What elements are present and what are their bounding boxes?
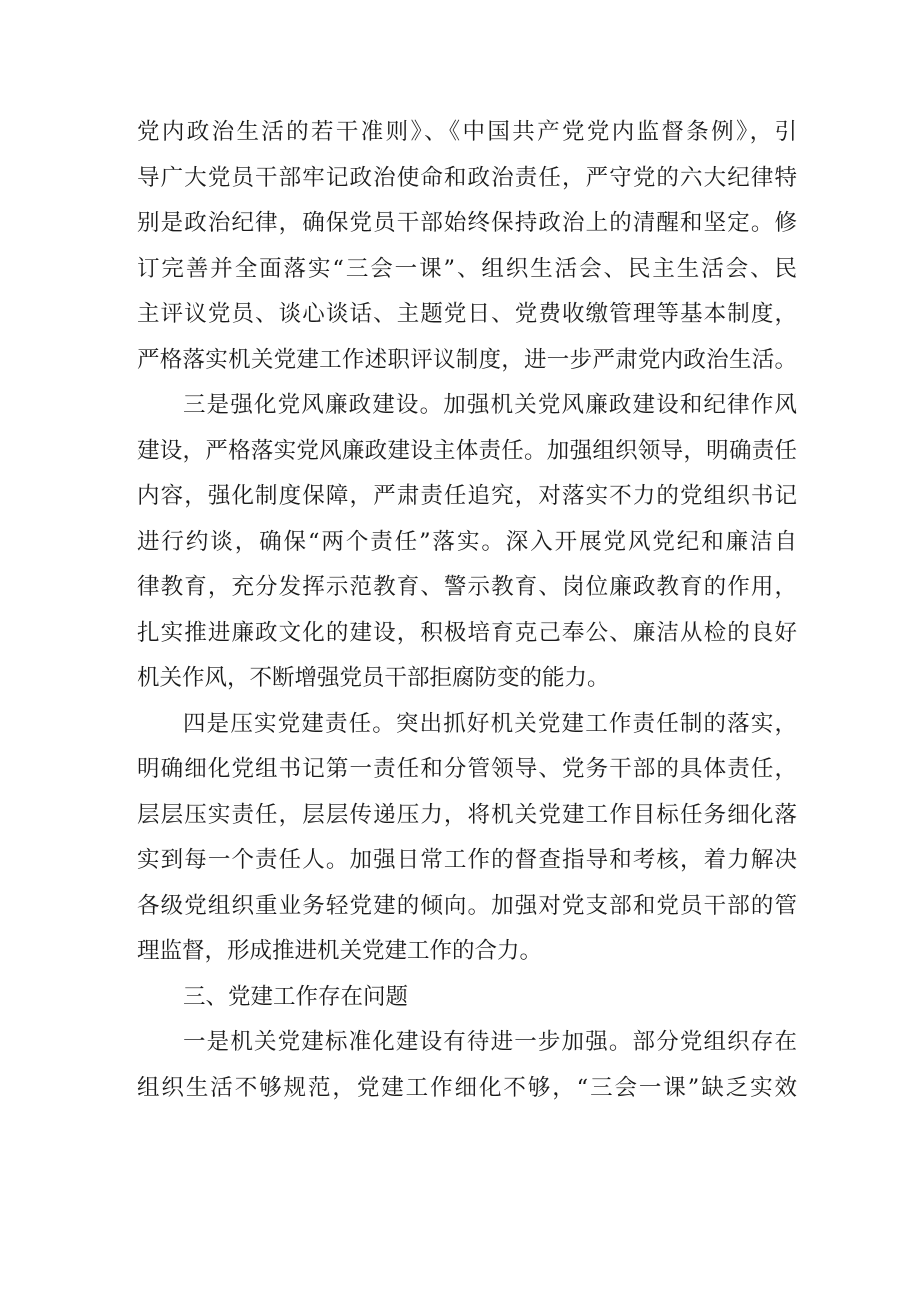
text-line: 层层压实责任，层层传递压力，将机关党建工作目标任务细化落: [137, 801, 797, 828]
paragraph-start-line: 一是机关党建标准化建设有待进一步加强。部分党组织存在: [183, 1029, 797, 1055]
text-line: 主评议党员、谈心谈话、主题党日、党费收缴管理等基本制度，: [137, 301, 797, 327]
paragraph-start-line: 四是压实党建责任。突出抓好机关党建工作责任制的落实，: [183, 710, 797, 737]
text-line: 律教育，充分发挥示范教育、警示教育、岗位廉政教育的作用，: [137, 574, 797, 600]
text-line: 机关作风，不断增强党员干部拒腐防变的能力。: [137, 665, 610, 691]
text-line: 建设，严格落实党风廉政建设主体责任。加强组织领导，明确责任: [137, 437, 797, 464]
text-line: 严格落实机关党建工作述职评议制度，进一步严肃党内政治生活。: [137, 346, 797, 373]
text-line: 订完善并全面落实“三会一课”、组织生活会、民主生活会、民: [137, 255, 797, 282]
text-line: 导广大党员干部牢记政治使命和政治责任，严守党的六大纪律特: [137, 164, 797, 191]
text-line: 理监督，形成推进机关党建工作的合力。: [137, 938, 543, 964]
text-line: 别是政治纪律，确保党员干部始终保持政治上的清醒和坚定。修: [137, 210, 797, 236]
text-line: 进行约谈，确保“两个责任”落实。深入开展党风党纪和廉洁自: [137, 528, 797, 555]
text-line: 党内政治生活的若干准则》、《中国共产党党内监督条例》，引: [137, 119, 797, 145]
text-line: 组织生活不够规范，党建工作细化不够，“三会一课”缺乏实效: [137, 1074, 797, 1101]
text-line: 扎实推进廉政文化的建设，积极培育克己奉公、廉洁从检的良好: [137, 619, 797, 646]
text-line: 各级党组织重业务轻党建的倾向。加强对党支部和党员干部的管: [137, 892, 797, 919]
document-body: [137, 110, 797, 1111]
paragraph-start-line: 三是强化党风廉政建设。加强机关党风廉政建设和纪律作风: [183, 392, 797, 418]
text-line: 明确细化党组书记第一责任和分管领导、党务干部的具体责任，: [137, 756, 797, 782]
text-line: 实到每一个责任人。加强日常工作的督查指导和考核，着力解决: [137, 847, 797, 873]
text-line: 内容，强化制度保障，严肃责任追究，对落实不力的党组织书记: [137, 483, 797, 509]
section-heading: 三、党建工作存在问题: [183, 983, 409, 1010]
